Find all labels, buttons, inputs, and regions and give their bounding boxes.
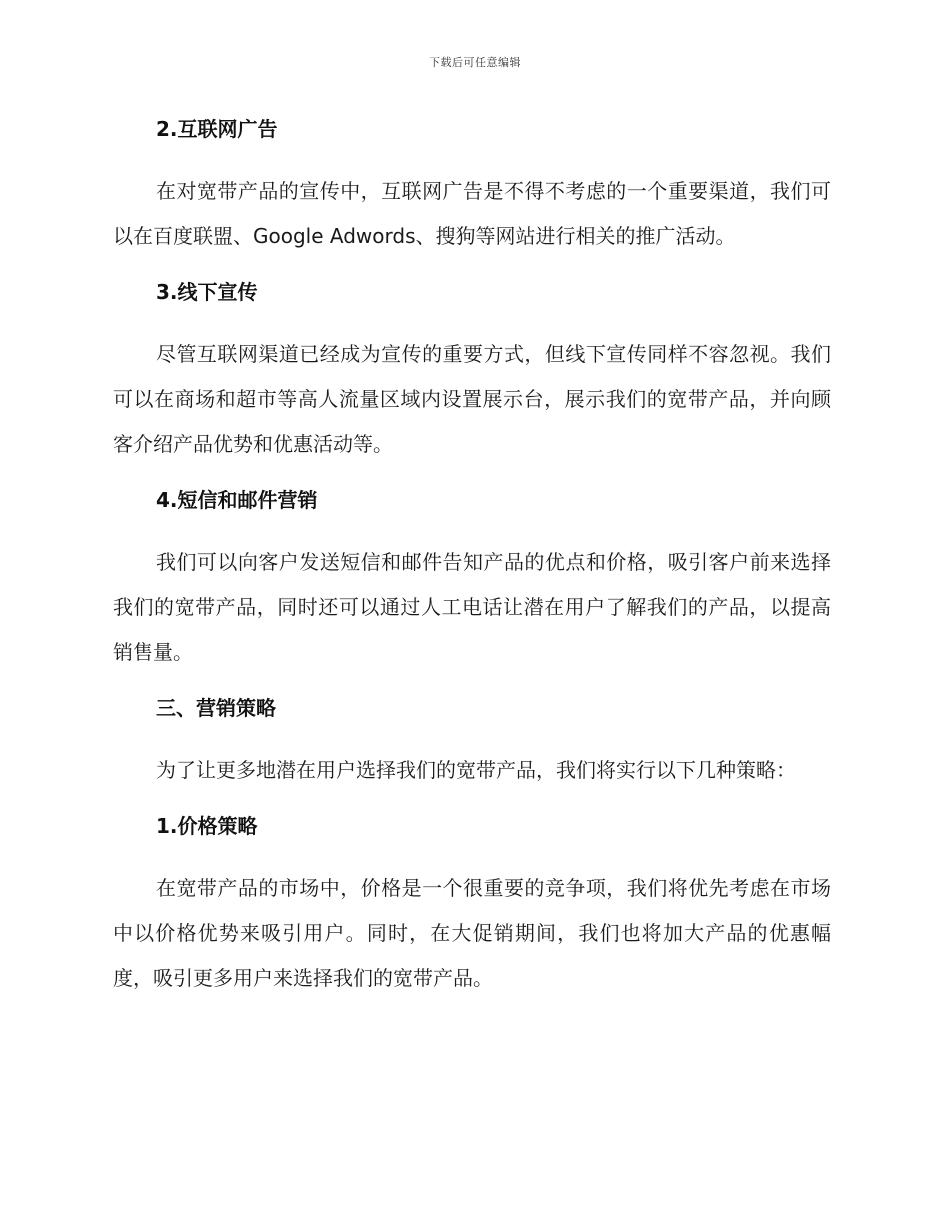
document-body (113, 113, 831, 1001)
section-paragraph: 在宽带产品的市场中，价格是一个很重要的竞争项，我们将优先考虑在市场中以价格优势来吸引用户。同时，在大促销期间，我们也将加大产品的优惠幅度，吸引更多用户来选择我们的宽带产品。 (113, 876, 831, 990)
section-paragraph: 在对宽带产品的宣传中，互联网广告是不得不考虑的一个重要渠道，我们可以在百度联盟、Google Adwords、搜狗等网站进行相关的推广活动。 (113, 179, 831, 248)
section-internet-ads (113, 113, 831, 259)
section-heading: 4.短信和邮件营销 (156, 488, 318, 512)
section-heading: 三、营销策略 (156, 696, 276, 720)
section-marketing-strategy (113, 692, 831, 793)
section-heading: 3.线下宣传 (156, 280, 258, 304)
section-heading: 2.互联网广告 (156, 117, 278, 141)
section-pricing-strategy (113, 810, 831, 1001)
section-heading: 1.价格策略 (156, 814, 258, 838)
section-sms-email-marketing (113, 484, 831, 675)
section-offline-promotion (113, 276, 831, 467)
section-paragraph: 我们可以向客户发送短信和邮件告知产品的优点和价格，吸引客户前来选择我们的宽带产品，同时还可以通过人工电话让潜在用户了解我们的产品，以提高销售量。 (113, 550, 831, 664)
section-paragraph: 为了让更多地潜在用户选择我们的宽带产品，我们将实行以下几种策略： (156, 758, 796, 782)
page-header: 下载后可任意编辑 (429, 56, 521, 69)
section-paragraph: 尽管互联网渠道已经成为宣传的重要方式，但线下宣传同样不容忽视。我们可以在商场和超市等高人流量区域内设置展示台，展示我们的宽带产品，并向顾客介绍产品优势和优惠活动等。 (113, 342, 831, 456)
